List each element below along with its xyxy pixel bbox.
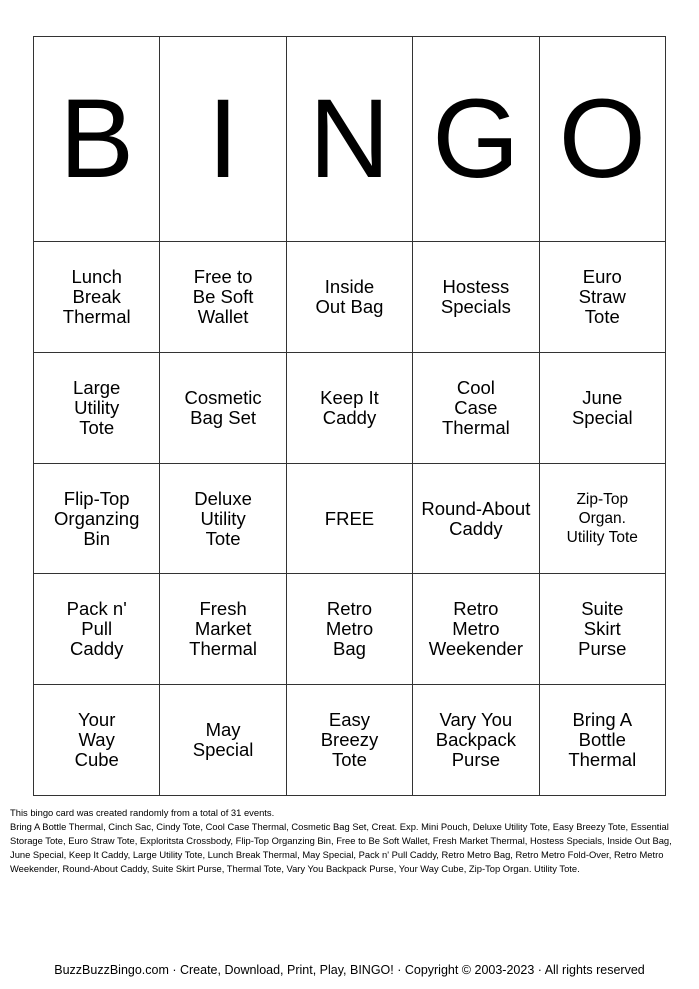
cell-line: Your <box>78 709 116 731</box>
bingo-cell <box>160 352 286 463</box>
cell-line: Inside <box>324 276 375 298</box>
bingo-cell <box>286 574 412 685</box>
cell-line: Retro <box>453 598 499 620</box>
cell-line: Easy <box>328 709 371 731</box>
bingo-row-1 <box>34 242 666 353</box>
cell-line: Suite <box>581 598 624 620</box>
cell-line: Special <box>192 739 254 761</box>
bingo-cell <box>413 574 539 685</box>
bingo-card <box>33 36 666 796</box>
cell-line: Thermal <box>189 638 258 660</box>
bingo-cell <box>286 685 412 796</box>
bingo-cell <box>413 463 539 574</box>
cell-line: Utility Tote <box>566 529 638 547</box>
cell-line: Bag <box>333 638 366 660</box>
cell-line: Cosmetic <box>184 386 262 408</box>
header-letter-o: O <box>539 37 665 242</box>
bingo-cell <box>34 242 160 353</box>
cell-line: Purse <box>451 749 501 771</box>
cell-line: Zip-Top <box>576 491 629 509</box>
cell-line: Backpack <box>435 729 516 751</box>
footer-copyright: BuzzBuzzBingo.com · Create, Download, Print, Play, BINGO! · Copyright © 2003-2023 · All rights reserved <box>54 963 645 977</box>
bingo-cell <box>413 352 539 463</box>
cell-line: FREE <box>324 507 375 529</box>
card-info-summary: This bingo card was created randomly from a total of 31 events. <box>10 807 275 818</box>
cell-line: June <box>582 386 623 408</box>
bingo-cell <box>34 463 160 574</box>
cell-line: Retro <box>326 598 373 620</box>
cell-line: Market <box>194 618 252 640</box>
cell-line: Metro <box>325 618 374 640</box>
cell-line: Organ. <box>578 510 626 528</box>
bingo-cell <box>539 574 665 685</box>
card-info-event-list: Bring A Bottle Thermal, Cinch Sac, Cindy Tote, Cool Case Thermal, Cosmetic Bag Set, Creat. Exp. Mini Pouch, Deluxe Utility Tote, Easy Breezy Tote, Essential Storage Tote, Euro Straw Tote, Exploritsta Crossbody, Flip-Top Organzing Bin, Free to Be Soft Wallet, Fresh Market Thermal, Hostess Specials, Inside Out Bag, June Special, Keep It Caddy, Large Utility Tote, Lunch Break Thermal, May Special, Pack n' Pull Caddy, Retro Metro Bag, Retro Metro Fold-Over, Retro Metro Weekender, Round-About Caddy, Suite Skirt Purse, Thermal Tote, Vary You Backpack Purse, Your Way Cube, Zip-Top Organ. Utility Tote. <box>10 821 672 874</box>
cell-line: Vary You <box>439 709 513 731</box>
header-letter-n: N <box>286 37 412 242</box>
cell-line: Special <box>571 406 633 428</box>
cell-line: Weekender <box>428 638 523 660</box>
cell-line: Bring A <box>572 709 633 731</box>
cell-line: Bag Set <box>190 406 256 428</box>
cell-line: Caddy <box>69 638 124 660</box>
cell-line: Utility <box>74 396 120 418</box>
cell-line: Break <box>72 286 121 308</box>
cell-line: Breezy <box>320 729 379 751</box>
cell-line: Bin <box>83 527 111 549</box>
cell-line: Round-About <box>421 497 531 519</box>
cell-line: Utility <box>200 507 246 529</box>
cell-line: Free to <box>193 266 253 288</box>
cell-line: May <box>205 719 241 741</box>
cell-line: Specials <box>440 296 511 318</box>
header-letter-b: B <box>34 37 160 242</box>
bingo-cell <box>413 242 539 353</box>
cell-line: Out Bag <box>315 296 384 318</box>
cell-line: Thermal <box>441 416 510 438</box>
bingo-cell <box>160 685 286 796</box>
bingo-cell <box>160 242 286 353</box>
cell-line: Large <box>73 376 121 398</box>
bingo-cell <box>413 685 539 796</box>
cell-line: Purse <box>578 638 627 660</box>
cell-line: Skirt <box>583 618 621 640</box>
bingo-row-4 <box>34 574 666 685</box>
cell-line: Case <box>454 396 498 418</box>
cell-line: Straw <box>578 286 626 308</box>
cell-line: Tote <box>584 306 620 328</box>
cell-line: Cube <box>74 749 119 771</box>
bingo-cell <box>286 242 412 353</box>
cell-line: Euro <box>582 266 622 288</box>
cell-line: Tote <box>331 749 367 771</box>
header-letter-i: I <box>160 37 286 242</box>
cell-line: Be Soft <box>192 286 254 308</box>
bingo-cell <box>539 463 665 574</box>
bingo-cell <box>34 685 160 796</box>
cell-line: Fresh <box>199 598 247 620</box>
bingo-cell <box>160 574 286 685</box>
cell-line: Bottle <box>578 729 626 751</box>
cell-line: Metro <box>452 618 500 640</box>
cell-line: Flip-Top <box>63 487 130 509</box>
cell-line: Wallet <box>197 306 249 328</box>
bingo-cell <box>34 574 160 685</box>
cell-line: Caddy <box>449 517 503 539</box>
cell-line: Keep It <box>320 386 379 408</box>
cell-line: Tote <box>205 527 241 549</box>
cell-line: Thermal <box>62 306 131 328</box>
cell-line: Deluxe <box>194 487 252 509</box>
cell-line: Hostess <box>442 276 510 298</box>
card-info <box>10 806 690 876</box>
bingo-row-3 <box>34 463 666 574</box>
cell-line: Organzing <box>54 507 140 529</box>
bingo-row-5 <box>34 685 666 796</box>
bingo-header-row <box>34 37 666 242</box>
cell-line: Tote <box>79 416 115 438</box>
bingo-cell <box>34 352 160 463</box>
cell-line: Thermal <box>568 749 637 771</box>
bingo-cell <box>160 463 286 574</box>
bingo-row-2 <box>34 352 666 463</box>
cell-line: Lunch <box>71 266 122 288</box>
cell-line: Pack n' <box>66 598 127 620</box>
bingo-cell <box>286 352 412 463</box>
bingo-cell <box>539 242 665 353</box>
cell-line: Caddy <box>322 406 377 428</box>
header-letter-g: G <box>413 37 539 242</box>
cell-line: Cool <box>456 376 495 398</box>
free-space-cell <box>286 463 412 574</box>
cell-line: Way <box>78 729 115 751</box>
bingo-cell <box>539 685 665 796</box>
cell-line: Pull <box>81 618 113 640</box>
bingo-cell <box>539 352 665 463</box>
